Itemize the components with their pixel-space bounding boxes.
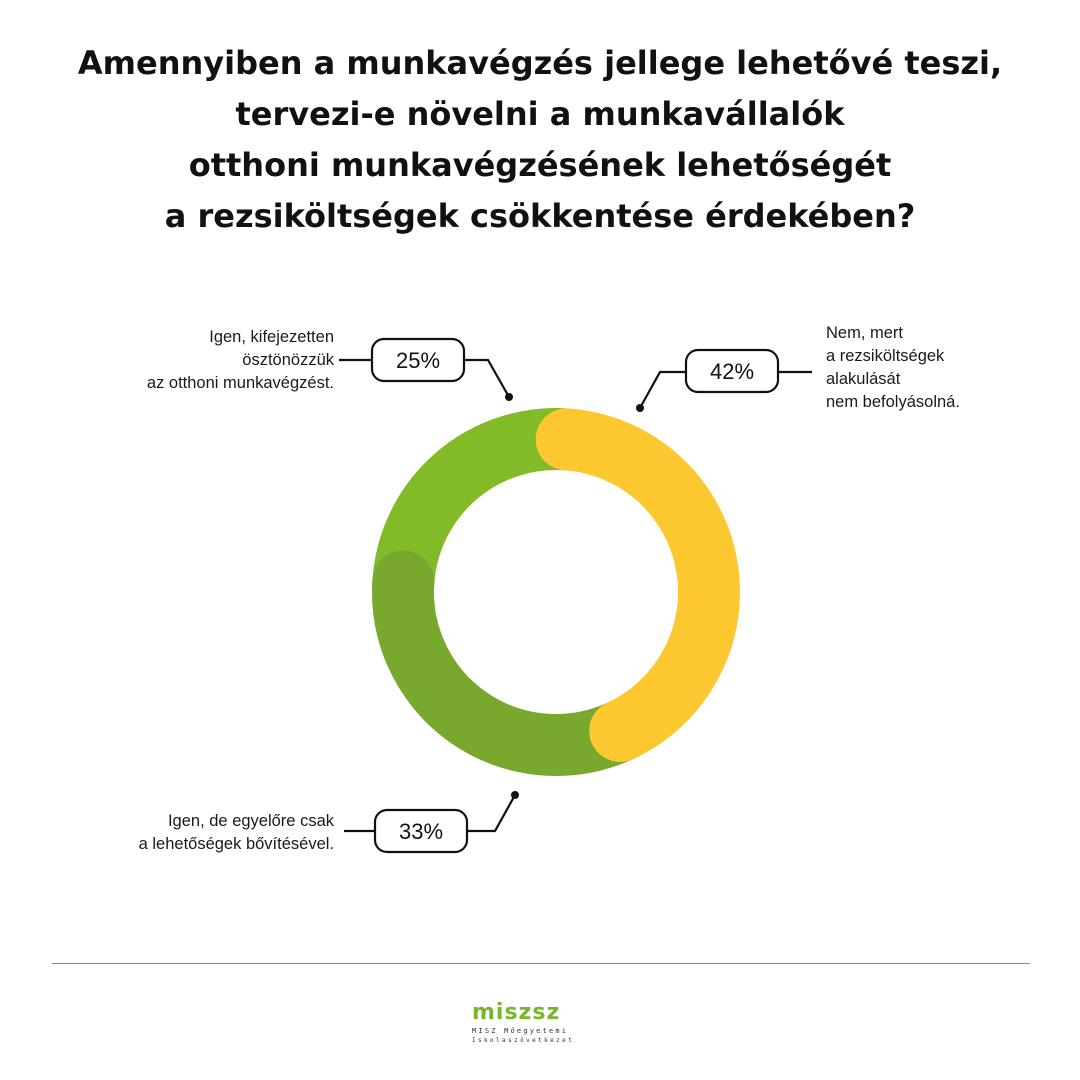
logo-wordmark: miszsz (472, 1000, 561, 1025)
category-label-line: a lehetőségek bővítésével. (138, 835, 334, 853)
leader-line (468, 795, 515, 831)
leader-dot (636, 404, 644, 412)
leader-line (640, 372, 686, 408)
donut-slice (567, 439, 709, 731)
category-label-igen-bovites (139, 810, 334, 856)
value-label: 42% (709, 359, 755, 384)
title-line: Amennyiben a munkavégzés jellege lehetővé teszi, (77, 44, 1003, 82)
category-label-line: ösztönözzük (242, 351, 334, 369)
logo-line: MISZ Mőegyetemi (472, 1027, 569, 1035)
category-label-line: Nem, mert (826, 324, 904, 342)
value-label: 33% (398, 819, 444, 844)
title-line: otthoni munkavégzésének lehetőségét (188, 146, 892, 184)
title-line: a rezsiköltségek csökkentése érdekében? (164, 197, 916, 235)
footer-divider (52, 963, 1030, 964)
value-label: 25% (395, 348, 441, 373)
category-label-igen-osztonoz (147, 326, 334, 395)
leader-line (464, 360, 509, 397)
category-label-line: alakulását (826, 370, 901, 388)
leader-dot (505, 393, 513, 401)
donut-slice (403, 581, 620, 745)
category-label-line: Igen, de egyelőre csak (167, 812, 334, 830)
logo-line: Iskolaszövetkezet (472, 1037, 575, 1044)
category-label-line: Igen, kifejezetten (209, 328, 334, 346)
category-label-line: nem befolyásolná. (826, 393, 960, 411)
leader-dot (511, 791, 519, 799)
donut-slice (403, 439, 566, 581)
company-logo (470, 1000, 620, 1050)
category-label-nem (826, 322, 960, 414)
category-label-line: az otthoni munkavégzést. (146, 374, 334, 392)
category-label-line: a rezsiköltségek (826, 347, 945, 365)
title-line: tervezi-e növelni a munkavállalók (235, 95, 845, 133)
